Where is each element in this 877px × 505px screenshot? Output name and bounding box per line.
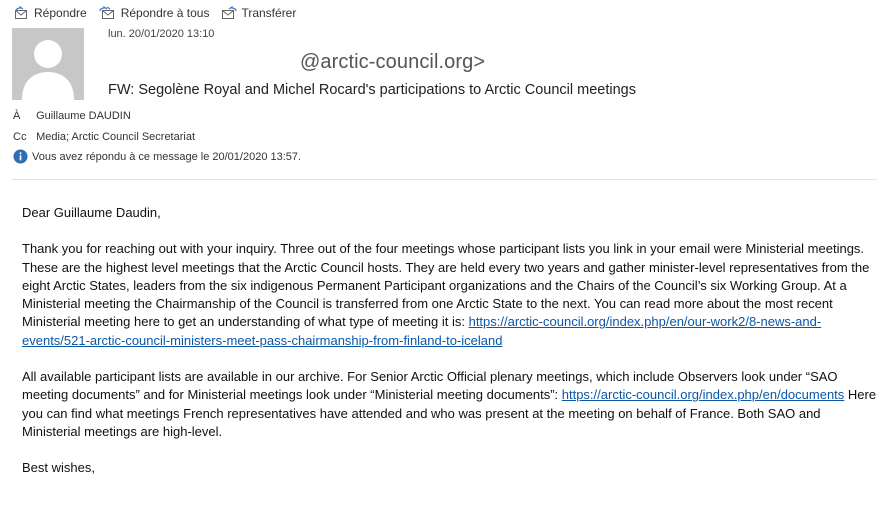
paragraph-2-text-after: Here you can find what meetings French representatives have attended and who was present at the meeting on behalf of France. Both SAO and Ministerial meetings are high-level. [22,387,877,439]
paragraph-1-text: Thank you for reaching out with your inquiry. Three out of the four meetings whose participant lists you link in your email were Ministerial meetings. These are the highest level meetings that the Arctic Council hosts. They are held every two years and gather minister-level representatives from the eight Arctic States, leaders from the six indigenous Permanent Participant organizations and the Chairs of the Council’s six Working Group. At a Ministerial meeting the Chairmanship of the Council is transferred from one Arctic State to the next. You can read more about the most recent Ministerial meeting here to get an understanding of what type of meeting it is: [22,241,870,330]
to-recipient[interactable]: Guillaume DAUDIN [36,110,131,122]
info-icon [13,149,28,164]
cc-label: Cc [13,131,27,143]
reply-all-icon [99,6,117,20]
paragraph-2 [22,368,877,441]
reply-icon [14,6,30,20]
cc-recipients[interactable]: Media; Arctic Council Secretariat [36,131,196,143]
message-body [22,204,877,478]
replied-notice-text: Vous avez répondu à ce message le 20/01/2020 13:57. [32,150,302,163]
cc-row [13,131,195,143]
reply-label: Répondre [34,6,87,20]
to-label: À [13,110,21,122]
to-row [13,110,131,122]
ministerial-meeting-link[interactable]: https://arctic-council.org/index.php/en/our-work2/8-news-and-events/521-arctic-council-ministers-meet-pass-chairmanship-from-finland-to-iceland [22,314,822,348]
documents-link[interactable]: https://arctic-council.org/index.php/en/documents [561,387,845,403]
forward-label: Transférer [241,6,297,20]
reply-button[interactable] [14,6,87,20]
header-divider [12,179,877,180]
reply-all-button[interactable] [99,6,210,20]
closing: Best wishes, [22,460,95,476]
message-date: lun. 20/01/2020 13:10 [108,28,215,40]
person-icon [12,28,84,100]
replied-notice [13,149,301,164]
reply-all-label: Répondre à tous [120,6,210,20]
greeting: Dear Guillaume Daudin, [22,205,161,220]
message-toolbar [14,4,308,22]
paragraph-1 [22,240,877,350]
message-subject: FW: Segolène Royal and Michel Rocard's participations to Arctic Council meetings [108,82,636,98]
forward-icon [221,6,237,20]
sender-address[interactable]: @arctic-council.org> [300,51,486,73]
paragraph-2-text: All available participant lists are available in our archive. For Senior Arctic Official plenary meetings, which include Observers look under “SAO meeting documents” and for Ministerial meetings look under “Ministerial meeting documents”: [22,369,838,403]
sender-avatar [12,28,84,100]
forward-button[interactable] [221,6,296,20]
